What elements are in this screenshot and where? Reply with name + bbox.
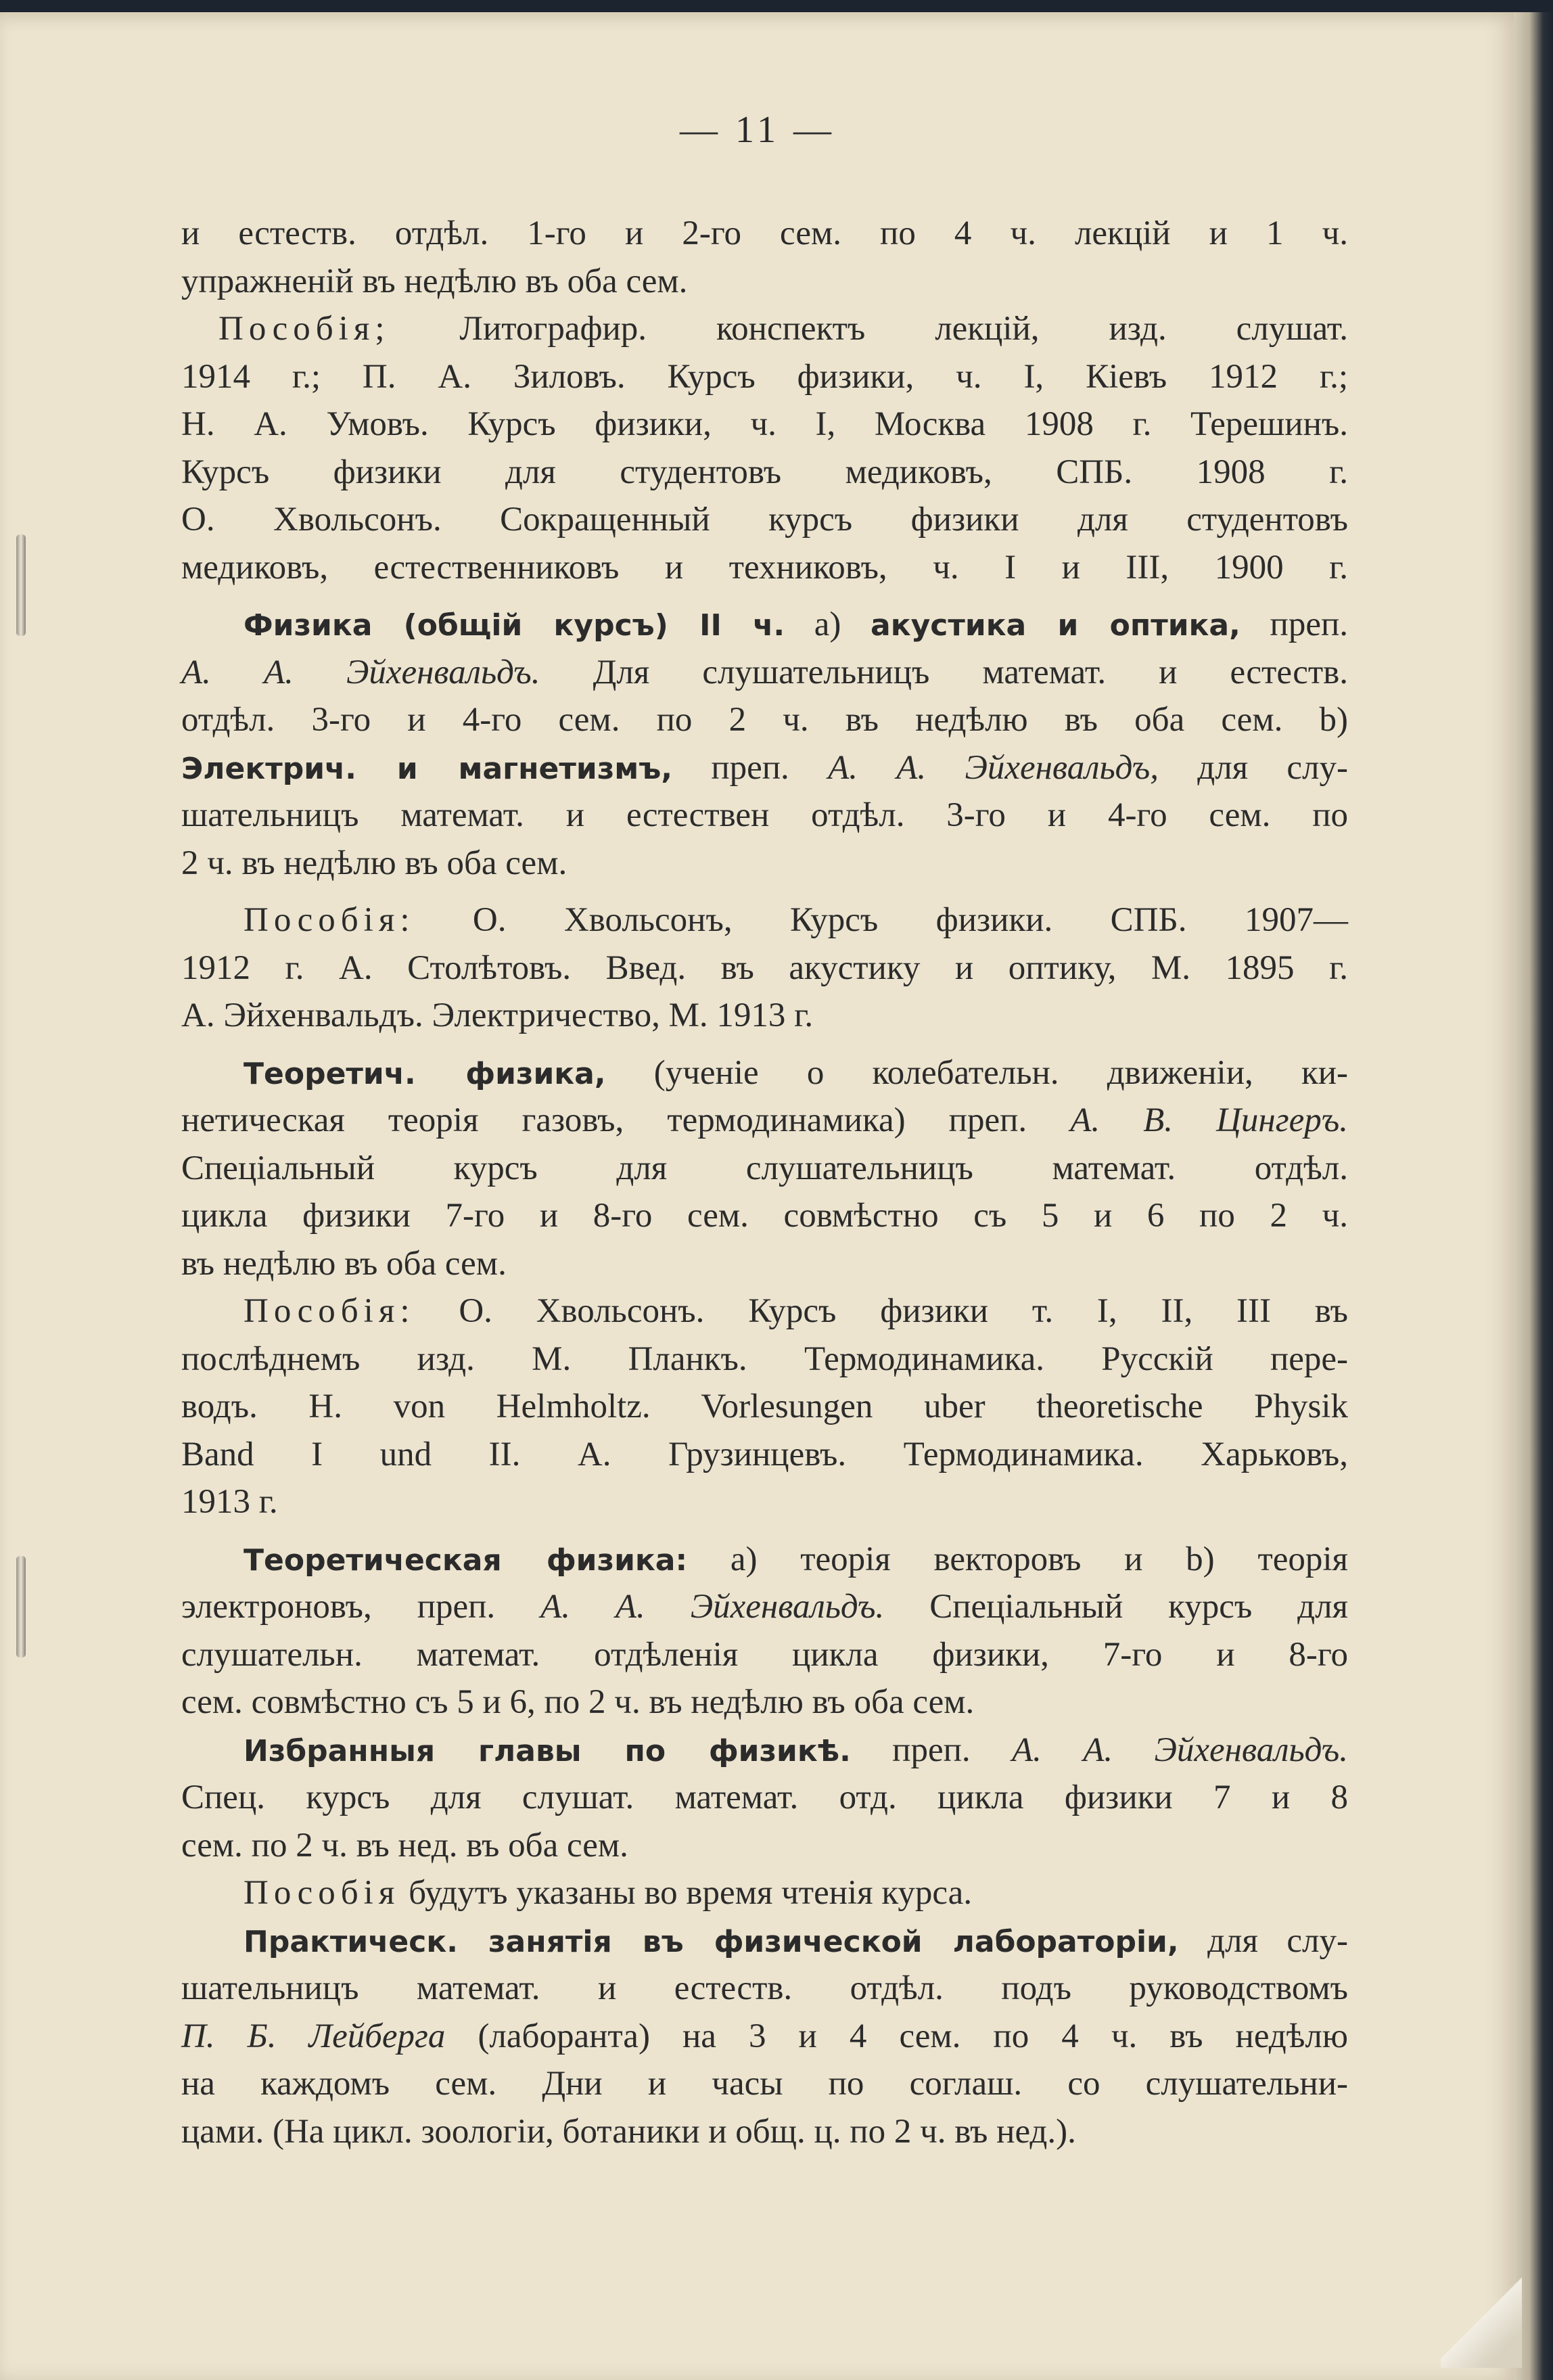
text-line xyxy=(181,1869,1348,1917)
text-line: цикла физики 7-го и 8-го сем. совмѣстно съ 5 и 6 по 2 ч. xyxy=(181,1197,1348,1235)
text-line: Н. А. Умовъ. Курсъ физики, ч. I, Москва 1908 г. Терешинъ. xyxy=(181,405,1348,443)
text-run: преп. xyxy=(672,748,829,787)
course-title: Практическ. занятія въ физической лабораторіи, xyxy=(244,1924,1179,1959)
course-title: Физика (общій курсъ) II ч. xyxy=(244,608,785,643)
text-run: преп. xyxy=(1240,605,1349,643)
sources-heading: Пособія: xyxy=(244,901,415,939)
text-run: электроновъ, преп. xyxy=(181,1588,541,1626)
text-run: а) xyxy=(785,605,871,643)
text-run: Для слушательницъ математ. и естеств. xyxy=(540,653,1348,691)
text-line: Band I und II. А. Грузинцевъ. Термодинамика. Харьковъ, xyxy=(181,1435,1348,1473)
text-line xyxy=(181,1049,1348,1097)
text-line: и естеств. отдѣл. 1-го и 2-го сем. по 4 ч. лекцій и 1 ч. xyxy=(181,214,1348,252)
text-line xyxy=(181,601,1348,649)
text-line: сем. по 2 ч. въ нед. въ оба сем. xyxy=(181,1826,628,1864)
text-run: О. Хвольсонъ, Курсъ физики. СПБ. 1907— xyxy=(415,901,1348,939)
lecturer-name: А. А. Эйхенвальдъ. xyxy=(181,653,540,691)
text-line: упражненій въ недѣлю въ оба сем. xyxy=(181,262,688,300)
text-line xyxy=(181,305,1348,353)
text-line xyxy=(181,1917,1348,1965)
text-line xyxy=(181,1726,1348,1775)
text-line: Курсъ физики для студентовъ медиковъ, СПБ. 1908 г. xyxy=(181,453,1348,491)
text-line xyxy=(181,744,1348,792)
text-line: послѣднемъ изд. М. Планкъ. Термодинамика. Русскій пере- xyxy=(181,1340,1348,1378)
sources-heading: Пособія: xyxy=(244,1292,415,1330)
sources-heading: Пособія; xyxy=(218,310,390,348)
text-line: на каждомъ сем. Дни и часы по соглаш. со слушательни- xyxy=(181,2065,1348,2103)
page-number: — 11 — xyxy=(680,109,835,151)
text-line: Спец. курсъ для слушат. математ. отд. цикла физики 7 и 8 xyxy=(181,1779,1348,1816)
text-line xyxy=(181,1287,1348,1335)
text-line: отдѣл. 3-го и 4-го сем. по 2 ч. въ недѣлю въ оба сем. b) xyxy=(181,701,1348,739)
lecturer-name: А. А. Эйхенвальдъ. xyxy=(1011,1731,1348,1769)
lecturer-name: А. А. Эйхенвальдъ, xyxy=(828,748,1159,787)
text-line: О. Хвольсонъ. Сокращенный курсъ физики для студентовъ xyxy=(181,501,1348,539)
course-title: Избранныя главы по физикѣ. xyxy=(244,1733,851,1768)
text-run: (ученіе о колебательн. движеніи, ки- xyxy=(605,1053,1348,1092)
text-line: 2 ч. въ недѣлю въ оба сем. xyxy=(181,844,567,882)
text-line: водъ. H. von Helmholtz. Vorlesungen uber theoretische Physik xyxy=(181,1388,1348,1425)
text-run: О. Хвольсонъ. Курсъ физики т. I, II, III въ xyxy=(415,1292,1348,1330)
text-run: для слу- xyxy=(1178,1921,1348,1960)
text-run: Спеціальный курсъ для xyxy=(884,1588,1348,1626)
text-line xyxy=(181,1583,1348,1631)
text-run: (лаборанта) на 3 и 4 сем. по 4 ч. въ недѣлю xyxy=(445,2017,1348,2055)
text-line xyxy=(181,2013,1348,2061)
text-line: медиковъ, естественниковъ и техниковъ, ч. I и III, 1900 г. xyxy=(181,548,1348,587)
text-line: шательницъ математ. и естествен отдѣл. 3-го и 4-го сем. по xyxy=(181,796,1348,834)
course-title: Электрич. и магнетизмъ, xyxy=(181,751,673,786)
text-run: Литографир. конспектъ лекцій, изд. слушат. xyxy=(390,310,1348,348)
text-line: шательницъ математ. и естеств. отдѣл. подъ руководствомъ xyxy=(181,1969,1348,2007)
lecturer-name: А. В. Цингеръ. xyxy=(1070,1101,1348,1139)
text-line: 1914 г.; П. А. Зиловъ. Курсъ физики, ч. I, Кіевъ 1912 г.; xyxy=(181,357,1348,396)
course-title: Теоретическая физика: xyxy=(244,1542,688,1578)
page-edge xyxy=(1514,12,1553,2380)
text-line: цами. (На цикл. зоологіи, ботаники и общ. ц. по 2 ч. въ нед.). xyxy=(181,2112,1076,2151)
text-line: слушательн. математ. отдѣленія цикла физики, 7-го и 8-го xyxy=(181,1635,1348,1674)
staple-bottom xyxy=(16,1556,26,1657)
text-line: сем. совмѣстно съ 5 и 6, по 2 ч. въ недѣлю въ оба сем. xyxy=(181,1683,975,1721)
text-line: 1913 г. xyxy=(181,1483,278,1521)
course-title: акустика и оптика, xyxy=(871,608,1241,643)
text-line xyxy=(181,1097,1348,1145)
text-line: А. Эйхенвальдъ. Электричество, М. 1913 г. xyxy=(181,997,814,1034)
lecturer-name: П. Б. Лейберга xyxy=(181,2017,446,2055)
text-line: 1912 г. А. Столѣтовъ. Введ. въ акустику и оптику, М. 1895 г. xyxy=(181,948,1348,987)
text-run: нетическая теорія газовъ, термодинамика) преп. xyxy=(181,1101,1071,1139)
text-run: для слу- xyxy=(1159,748,1348,787)
text-line: въ недѣлю въ оба сем. xyxy=(181,1244,507,1283)
corner-fold xyxy=(1441,2266,1522,2368)
staple-top xyxy=(16,534,26,636)
page-text xyxy=(181,210,1348,2155)
sources-heading: Пособія xyxy=(244,1874,400,1912)
text-run: будутъ указаны во время чтенія курса. xyxy=(400,1874,973,1912)
text-run: преп. xyxy=(850,1731,1012,1769)
text-line xyxy=(181,1536,1348,1584)
text-line: Спеціальный курсъ для слушательницъ математ. отдѣл. xyxy=(181,1149,1348,1187)
text-line xyxy=(181,649,1348,697)
course-title: Теоретич. физика, xyxy=(244,1056,606,1091)
text-line xyxy=(181,896,1348,944)
lecturer-name: А. А. Эйхенвальдъ. xyxy=(540,1588,885,1626)
text-run: а) теорія векторовъ и b) теорія xyxy=(687,1540,1348,1578)
